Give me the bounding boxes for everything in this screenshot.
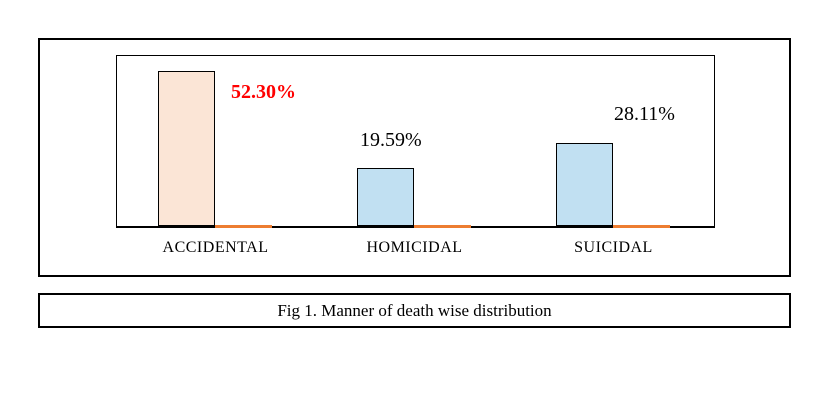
- x-axis-label-homicidal: HOMICIDAL: [366, 239, 463, 256]
- category-slot-accidental: [117, 56, 316, 226]
- x-axis-labels: [116, 238, 715, 258]
- series2-flat-bar-accidental: [215, 225, 272, 228]
- figure-caption: Fig 1. Manner of death wise distribution: [277, 300, 552, 320]
- bar-homicidal: [357, 168, 414, 226]
- category-slot-suicidal: [515, 56, 714, 226]
- bar-suicidal: [556, 143, 613, 226]
- bar-accidental: [158, 71, 215, 226]
- figure-caption-box: [38, 293, 791, 328]
- series2-flat-bar-suicidal: [613, 225, 670, 228]
- data-label-homicidal: 19.59%: [360, 129, 422, 151]
- x-axis-label-accidental: ACCIDENTAL: [162, 239, 269, 256]
- category-slot-homicidal: [316, 56, 515, 226]
- series2-flat-bar-homicidal: [414, 225, 471, 228]
- data-label-accidental: 52.30%: [231, 81, 296, 103]
- plot-area: [116, 55, 715, 228]
- chart-outer-box: [38, 38, 791, 277]
- data-label-suicidal: 28.11%: [614, 103, 675, 125]
- x-axis-label-suicidal: SUICIDAL: [574, 239, 653, 256]
